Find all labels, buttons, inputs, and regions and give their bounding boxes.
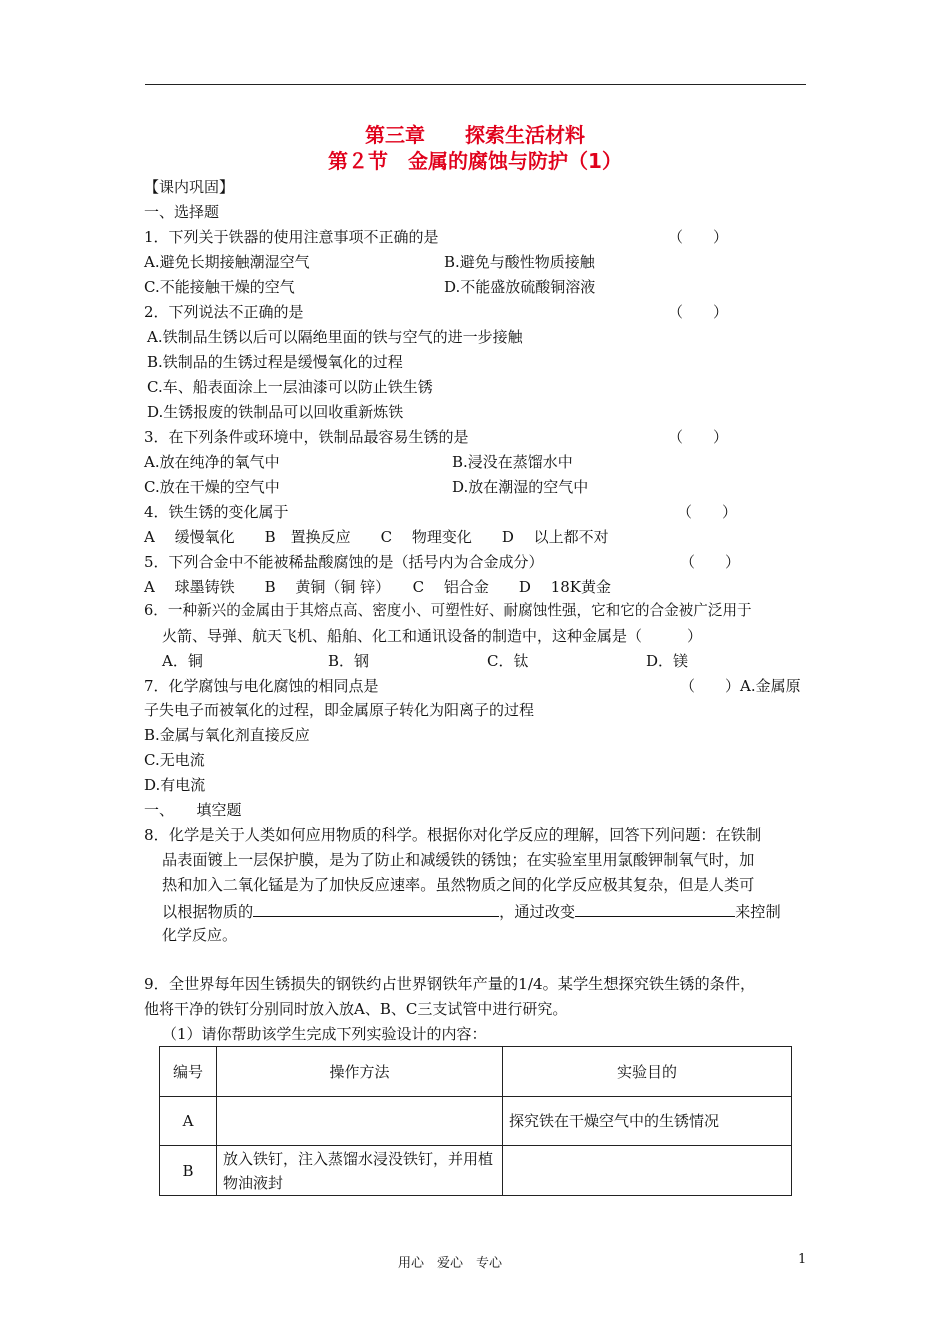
chapter-title: 第三章 探索生活材料	[365, 123, 585, 147]
q7-option-b: B.金属与氧化剂直接反应	[144, 726, 310, 744]
q2-answer-paren: （ ）	[668, 303, 729, 321]
header-id: 编号	[160, 1047, 217, 1097]
q1-stem: 1．下列关于铁器的使用注意事项不正确的是	[144, 228, 439, 246]
row-b-purpose[interactable]	[503, 1146, 792, 1196]
q1-answer-paren: （ ）	[668, 228, 729, 246]
table-row	[160, 1097, 792, 1146]
q2-option-a: A.铁制品生锈以后可以隔绝里面的铁与空气的进一步接触	[147, 328, 523, 346]
header-rule	[145, 84, 806, 85]
experiment-table	[159, 1046, 792, 1196]
q6-line2: 火箭、导弹、航天飞机、船舶、化工和通讯设备的制造中，这种金属是（ ）	[162, 627, 703, 645]
page-number: 1	[798, 1252, 807, 1267]
q8-line4-text-c: 来控制	[735, 903, 781, 921]
q7-stem: 7．化学腐蚀与电化腐蚀的相同点是	[144, 677, 379, 695]
q3-option-c: C.放在干燥的空气中	[144, 478, 280, 496]
q6-line1: 6．一种新兴的金属由于其熔点高、密度小、可塑性好、耐腐蚀性强，它和它的合金被广泛用于	[144, 602, 752, 619]
header-purpose: 实验目的	[503, 1047, 792, 1097]
q7-option-d: D.有电流	[144, 776, 206, 794]
table-row	[160, 1146, 792, 1196]
q4-stem: 4．铁生锈的变化属于	[144, 503, 289, 521]
q8-line3: 热和加入二氧化锰是为了加快反应速率。虽然物质之间的化学反应极其复杂，但是人类可	[162, 876, 755, 894]
q8-blank-1[interactable]	[253, 900, 499, 917]
q8-line4-text-a: 以根据物质的	[162, 903, 254, 921]
q3-option-a: A.放在纯净的氧气中	[144, 453, 280, 471]
q9-line1: 9．全世界每年因生锈损失的钢铁约占世界钢铁年产量的1/4。某学生想探究铁生锈的条件，	[144, 975, 756, 993]
header-method: 操作方法	[217, 1047, 503, 1097]
q8-line2: 品表面镀上一层保护膜，是为了防止和减缓铁的锈蚀；在实验室里用氯酸钾制氧气时，加	[162, 851, 755, 869]
q5-stem: 5．下列合金中不能被稀盐酸腐蚀的是（括号内为合金成分）	[144, 553, 544, 571]
q5-options: A 球墨铸铁 B 黄铜（铜 锌） C 铝合金 D 18K黄金	[144, 578, 611, 596]
q5-answer-paren: （ ）	[680, 553, 741, 571]
q3-option-d: D.放在潮湿的空气中	[452, 478, 589, 496]
table-header-row	[160, 1047, 792, 1097]
q7-option-a-continued: 子失电子而被氧化的过程，即金属原子转化为阳离子的过程	[144, 701, 535, 719]
q8-line4-text-b: ，通过改变	[499, 903, 576, 921]
row-b-method: 放入铁钉，注入蒸馏水浸没铁钉，并用植物油液封	[217, 1146, 503, 1196]
q2-option-c: C.车、船表面涂上一层油漆可以防止铁生锈	[147, 378, 433, 396]
footer-motto: 用心 爱心 专心	[398, 1256, 503, 1271]
q6-option-c: C．钛	[487, 652, 529, 670]
q6-option-b: B．钢	[328, 652, 370, 670]
q7-option-c: C.无电流	[144, 751, 205, 769]
q3-stem: 3．在下列条件或环境中，铁制品最容易生锈的是	[144, 428, 469, 446]
q8-blank-2[interactable]	[575, 900, 735, 917]
q3-answer-paren: （ ）	[668, 428, 729, 446]
q9-line2: 他将干净的铁钉分别同时放入放A、B、C三支试管中进行研究。	[144, 1000, 568, 1018]
q9-sub1: （1）请你帮助该学生完成下列实验设计的内容：	[162, 1025, 487, 1043]
row-a-purpose: 探究铁在干燥空气中的生锈情况	[503, 1097, 792, 1146]
q4-answer-paren: （ ）	[677, 503, 738, 521]
q8-line5: 化学反应。	[162, 926, 238, 944]
part1-heading: 一、选择题	[144, 203, 220, 221]
q2-option-b: B.铁制品的生锈过程是缓慢氧化的过程	[147, 353, 403, 371]
q1-option-b: B.避免与酸性物质接触	[444, 253, 595, 271]
q8-line1: 8．化学是关于人类如何应用物质的科学。根据你对化学反应的理解，回答下列问题：在铁制	[144, 826, 762, 844]
q8-line4	[162, 900, 781, 922]
q2-option-d: D.生锈报废的铁制品可以回收重新炼铁	[147, 403, 404, 421]
q6-option-a: A．铜	[162, 652, 203, 670]
q6-option-d: D．镁	[646, 652, 689, 670]
q2-stem: 2．下列说法不正确的是	[144, 303, 304, 321]
row-a-method[interactable]	[217, 1097, 503, 1146]
section-title: 第２节 金属的腐蚀与防护（1）	[328, 149, 622, 173]
part2-heading: 一、 填空题	[144, 801, 242, 819]
q1-option-a: A.避免长期接触潮湿空气	[144, 253, 310, 271]
row-b-id: B	[160, 1146, 217, 1196]
q1-option-c: C.不能接触干燥的空气	[144, 278, 295, 296]
q3-option-b: B.浸没在蒸馏水中	[452, 453, 573, 471]
row-a-id: A	[160, 1097, 217, 1146]
q7-answer-paren-option-a: （ ）A.金属原	[680, 677, 801, 695]
q4-options: A 缓慢氧化 B 置换反应 C 物理变化 D 以上都不对	[144, 528, 609, 546]
q1-option-d: D.不能盛放硫酸铜溶液	[444, 278, 596, 296]
consolidation-heading: 【课内巩固】	[144, 178, 235, 196]
